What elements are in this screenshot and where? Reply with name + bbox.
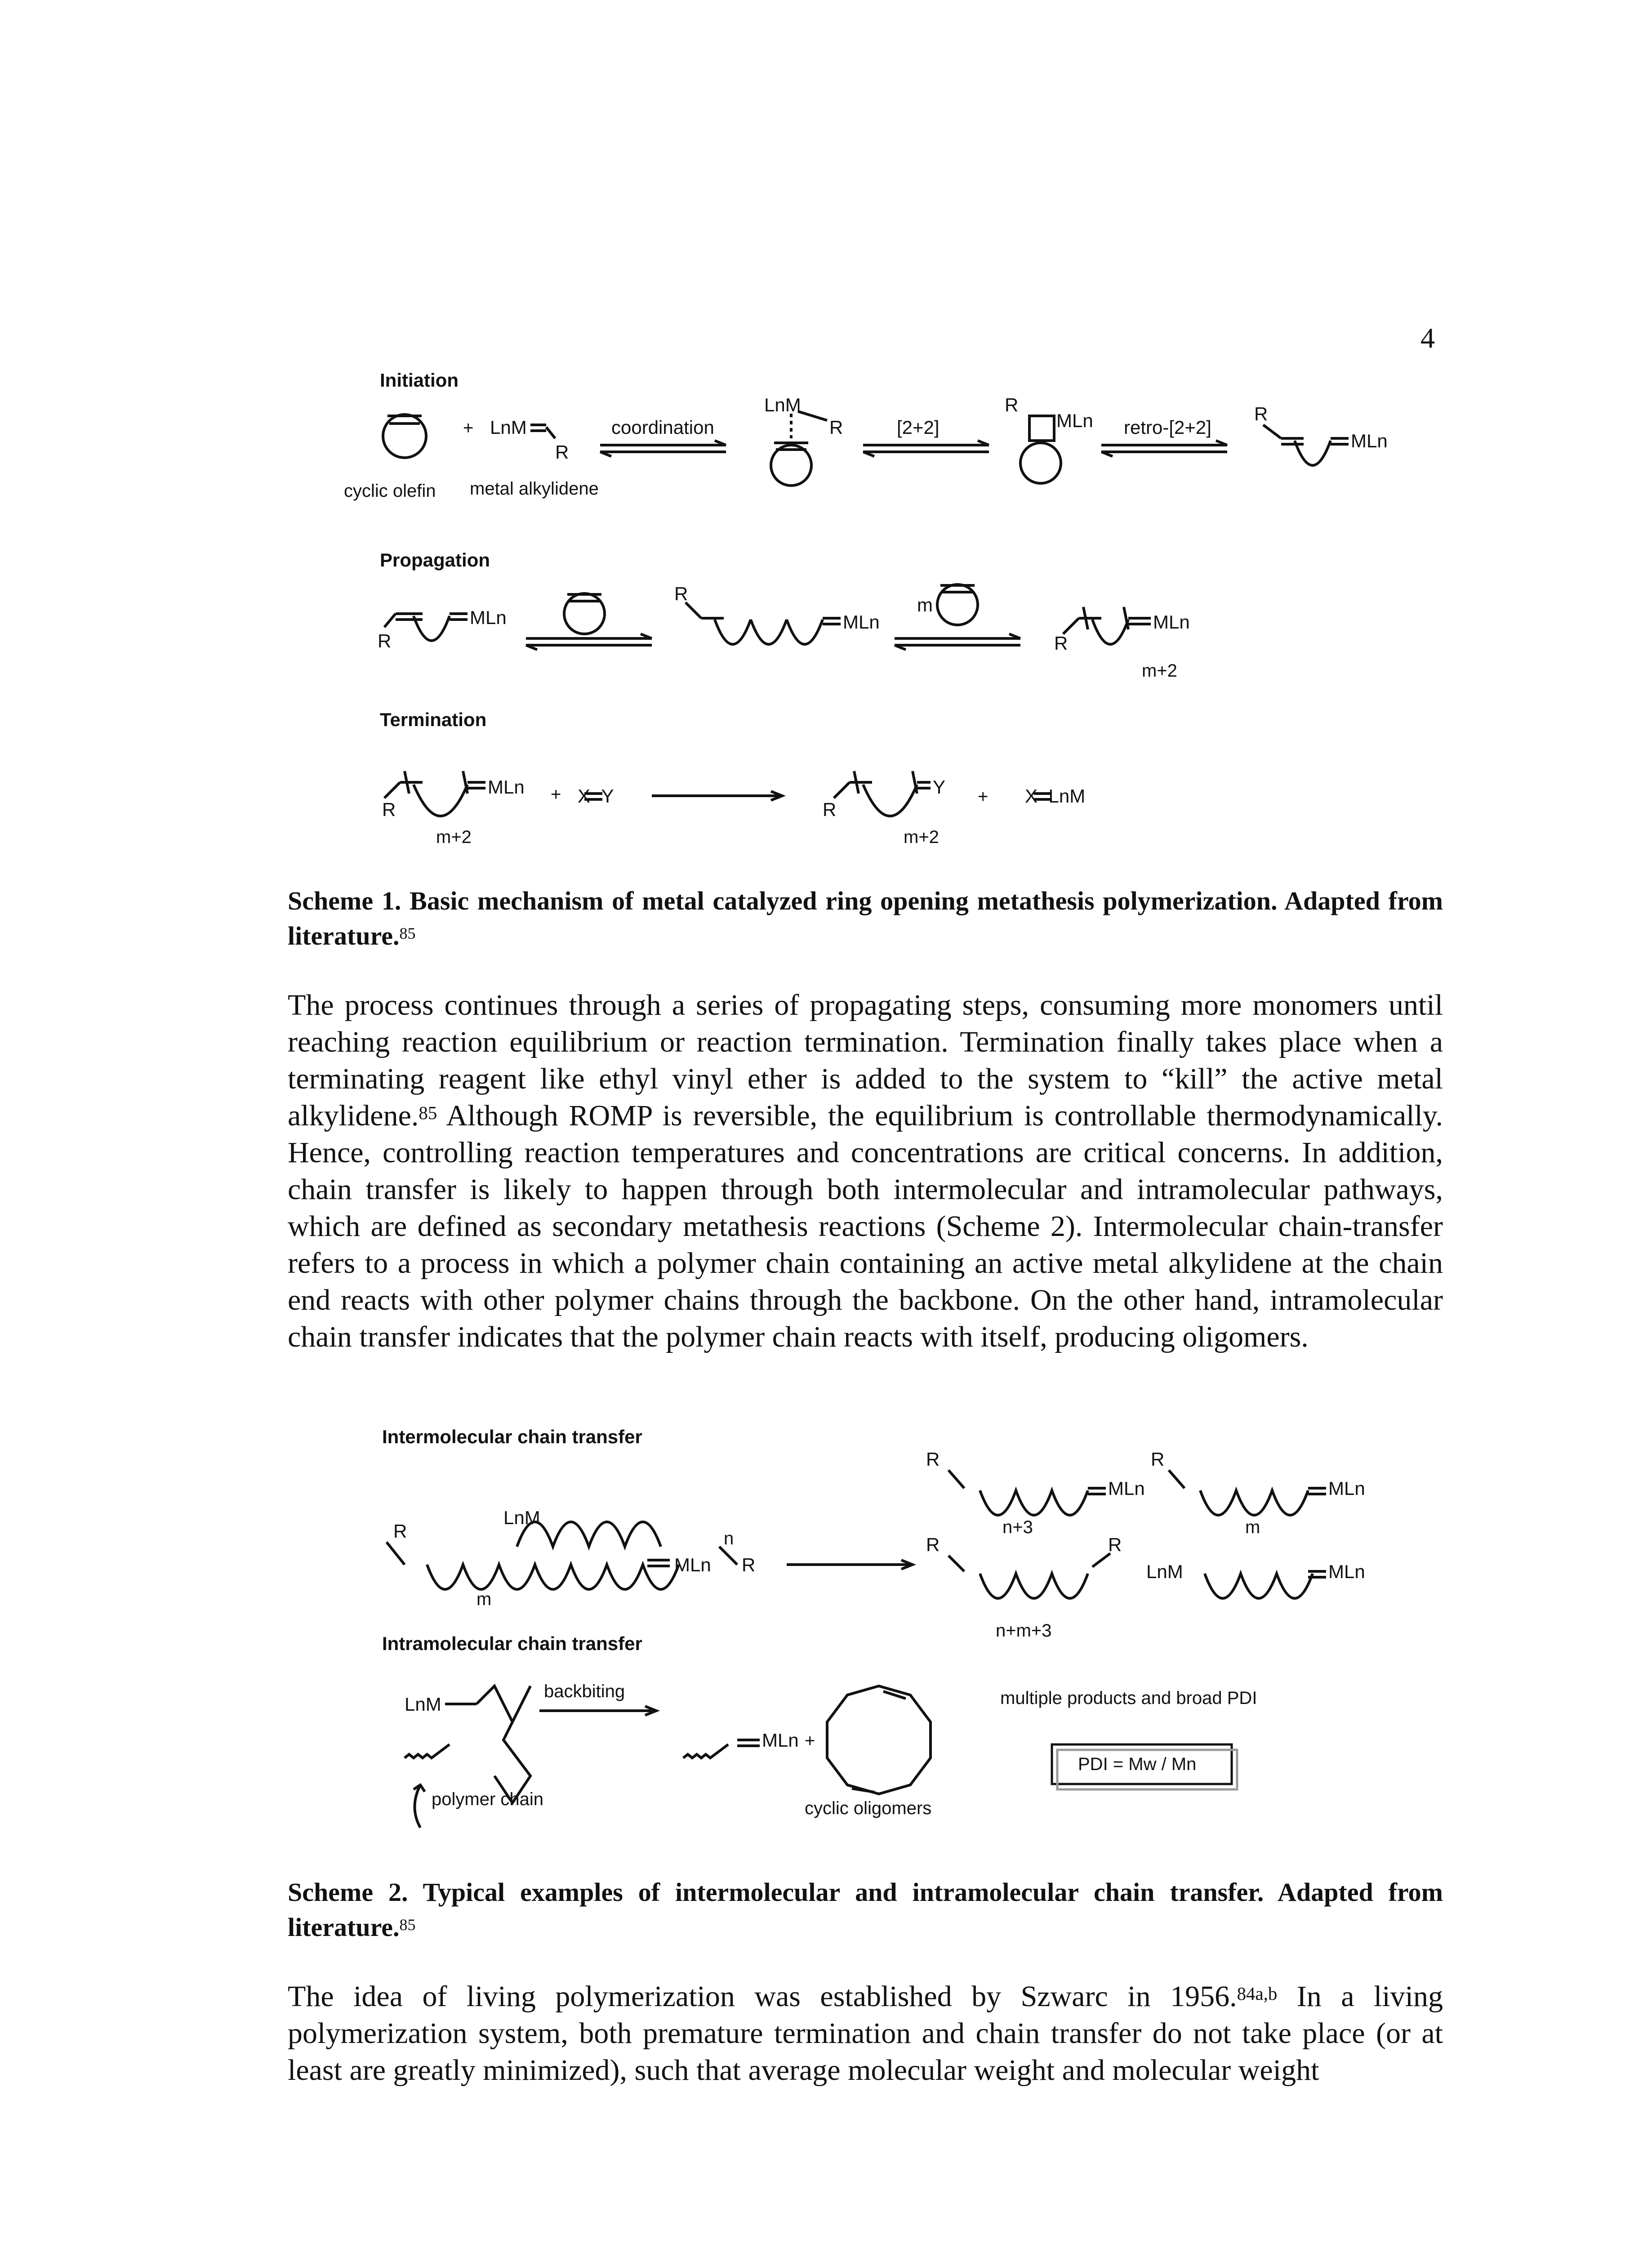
m-plus-2-label: m+2 — [1142, 661, 1177, 681]
paragraph-2 — [288, 1978, 1443, 2089]
mln-label-11: MLn — [762, 1730, 799, 1751]
scheme-1-caption: Scheme 1. Basic mechanism of metal catalyzed ring opening metathesis polymerization. Adapted from literature.$^{85}$ — [288, 886, 1443, 950]
r-label-2: R — [829, 417, 843, 438]
mln-label-10: MLn — [1328, 1561, 1365, 1582]
scheme-2-figure — [0, 1416, 1652, 1843]
r-label-13: R — [1151, 1449, 1165, 1470]
r-label-8: R — [382, 799, 396, 820]
m-plus-2-label-3: m+2 — [904, 827, 939, 847]
plus-sign-2: + — [551, 785, 561, 804]
termination-heading: Termination — [380, 709, 487, 730]
mln-label-8: MLn — [1108, 1478, 1145, 1499]
initiation-heading: Initiation — [380, 370, 459, 391]
n-label: n — [724, 1529, 734, 1548]
n-plus-3-label: n+3 — [1002, 1517, 1033, 1537]
r-label-11: R — [742, 1554, 756, 1575]
mln-label-7: MLn — [674, 1554, 711, 1575]
xlnm-label: X=LnM — [1025, 785, 1086, 807]
mln-label-2: MLn — [1351, 430, 1388, 451]
scheme-1-caption-text: Scheme 1. Basic mechanism of metal catalyzed ring opening metathesis polymerization. Adapted from literature — [288, 886, 1443, 950]
r-label-10: R — [393, 1521, 407, 1542]
paragraph-2-ref: 84a,b — [1237, 1984, 1278, 2004]
paragraph-2-text-a: The idea of living polymerization was established by Szwarc in 1956. — [288, 1980, 1237, 2013]
cyclic-olefin-label: cyclic olefin — [344, 481, 436, 501]
r-label-15: R — [1108, 1534, 1122, 1555]
retro-label: retro-[2+2] — [1124, 417, 1211, 438]
paragraph-1 — [288, 987, 1443, 1356]
mln-label-5: MLn — [1153, 611, 1190, 633]
polymer-chain-label: polymer chain — [432, 1789, 544, 1809]
catalyst-label-2: LnM — [764, 394, 801, 415]
r-label-6: R — [674, 583, 688, 604]
mln-label-9: MLn — [1328, 1478, 1365, 1499]
plus-sign-4: + — [805, 1731, 815, 1751]
r-label-7: R — [1054, 633, 1068, 654]
scheme-2-caption-text: Scheme 2. Typical examples of intermolecular and intramolecular chain transfer. Adapted from literature. — [288, 1878, 1443, 1942]
scheme-2-caption-ref: 85 — [399, 1916, 416, 1934]
r-label-12: R — [926, 1449, 940, 1470]
backbiting-label: backbiting — [544, 1682, 625, 1701]
mln-label-4: MLn — [843, 611, 880, 633]
n-m-3-label: n+m+3 — [996, 1621, 1052, 1641]
coordination-label: coordination — [611, 417, 714, 438]
lnm-label: LnM — [503, 1507, 540, 1528]
scheme-1-caption-ref: 85 — [399, 924, 416, 942]
metal-alkylidene-label: metal alkylidene — [470, 479, 599, 499]
plus-sign-3: + — [978, 787, 989, 807]
mln-label-3: MLn — [470, 607, 507, 628]
lnm-label-2: LnM — [1146, 1561, 1183, 1582]
page-number: 4 — [1420, 322, 1435, 354]
intramolecular-heading: Intramolecular chain transfer — [382, 1633, 642, 1654]
r-label-3: R — [1005, 394, 1019, 415]
mln-label-6: MLn — [488, 776, 525, 798]
catalyst-label: LnM — [490, 417, 527, 438]
cycloaddition-label: [2+2] — [897, 417, 940, 438]
mln-label: MLn — [1056, 410, 1093, 431]
m-label: m — [917, 594, 933, 616]
multiple-products-label: multiple products and broad PDI — [1000, 1688, 1257, 1708]
scheme-2-caption — [288, 1875, 1443, 1945]
pdi-label: PDI = Mw / Mn — [1078, 1754, 1197, 1774]
paragraph-1-text-a: The process continues through a series of propagating steps, consuming more monomers until reaching reaction equilibrium or reaction termination. Termination finally takes place when a terminating reagent like ethyl vinyl ether is added to the system to “kill” the active metal alkylidene. — [288, 989, 1443, 1132]
r-label-5: R — [378, 630, 392, 651]
scheme-1-figure — [0, 0, 1652, 899]
paragraph-2-text-b: In a living polymerization system, both premature termination and chain transfer do not take place (or at least are greatly minimized), such that average molecular weight and molecular weight — [288, 1980, 1443, 2087]
propagation-heading: Propagation — [380, 549, 490, 571]
paragraph-1-text-b: Although ROMP is reversible, the equilibrium is controllable thermodynamically. Hence, controlling reaction temperatures and concentrations are critical concerns. In addition, chain transfer is likely to happen through both intermolecular and intramolecular pathways, which are defined as secondary metathesis reactions (Scheme 2). Intermolecular chain-transfer refers to a process in which a polymer chain containing an active metal alkylidene at the chain end reacts with other polymer chains through the backbone. On the other hand, intramolecular chain transfer indicates that the polymer chain reacts with itself, producing oligomers. — [288, 1099, 1443, 1353]
r-label-9: R — [823, 799, 837, 820]
xy-label: X=Y — [578, 785, 614, 807]
r-label-4: R — [1254, 403, 1268, 424]
lnm-label-3: LnM — [405, 1694, 441, 1715]
r-label: R — [555, 442, 569, 463]
paragraph-1-ref: 85 — [419, 1103, 437, 1123]
y-label: Y — [933, 776, 946, 798]
m-label-3: m — [1245, 1517, 1260, 1537]
intermolecular-heading: Intermolecular chain transfer — [382, 1426, 642, 1447]
plus-sign: + — [463, 418, 474, 438]
cyclic-oligomers-label: cyclic oligomers — [805, 1798, 932, 1818]
m-label-2: m — [476, 1589, 492, 1609]
r-label-14: R — [926, 1534, 940, 1555]
m-plus-2-label-2: m+2 — [436, 827, 472, 847]
